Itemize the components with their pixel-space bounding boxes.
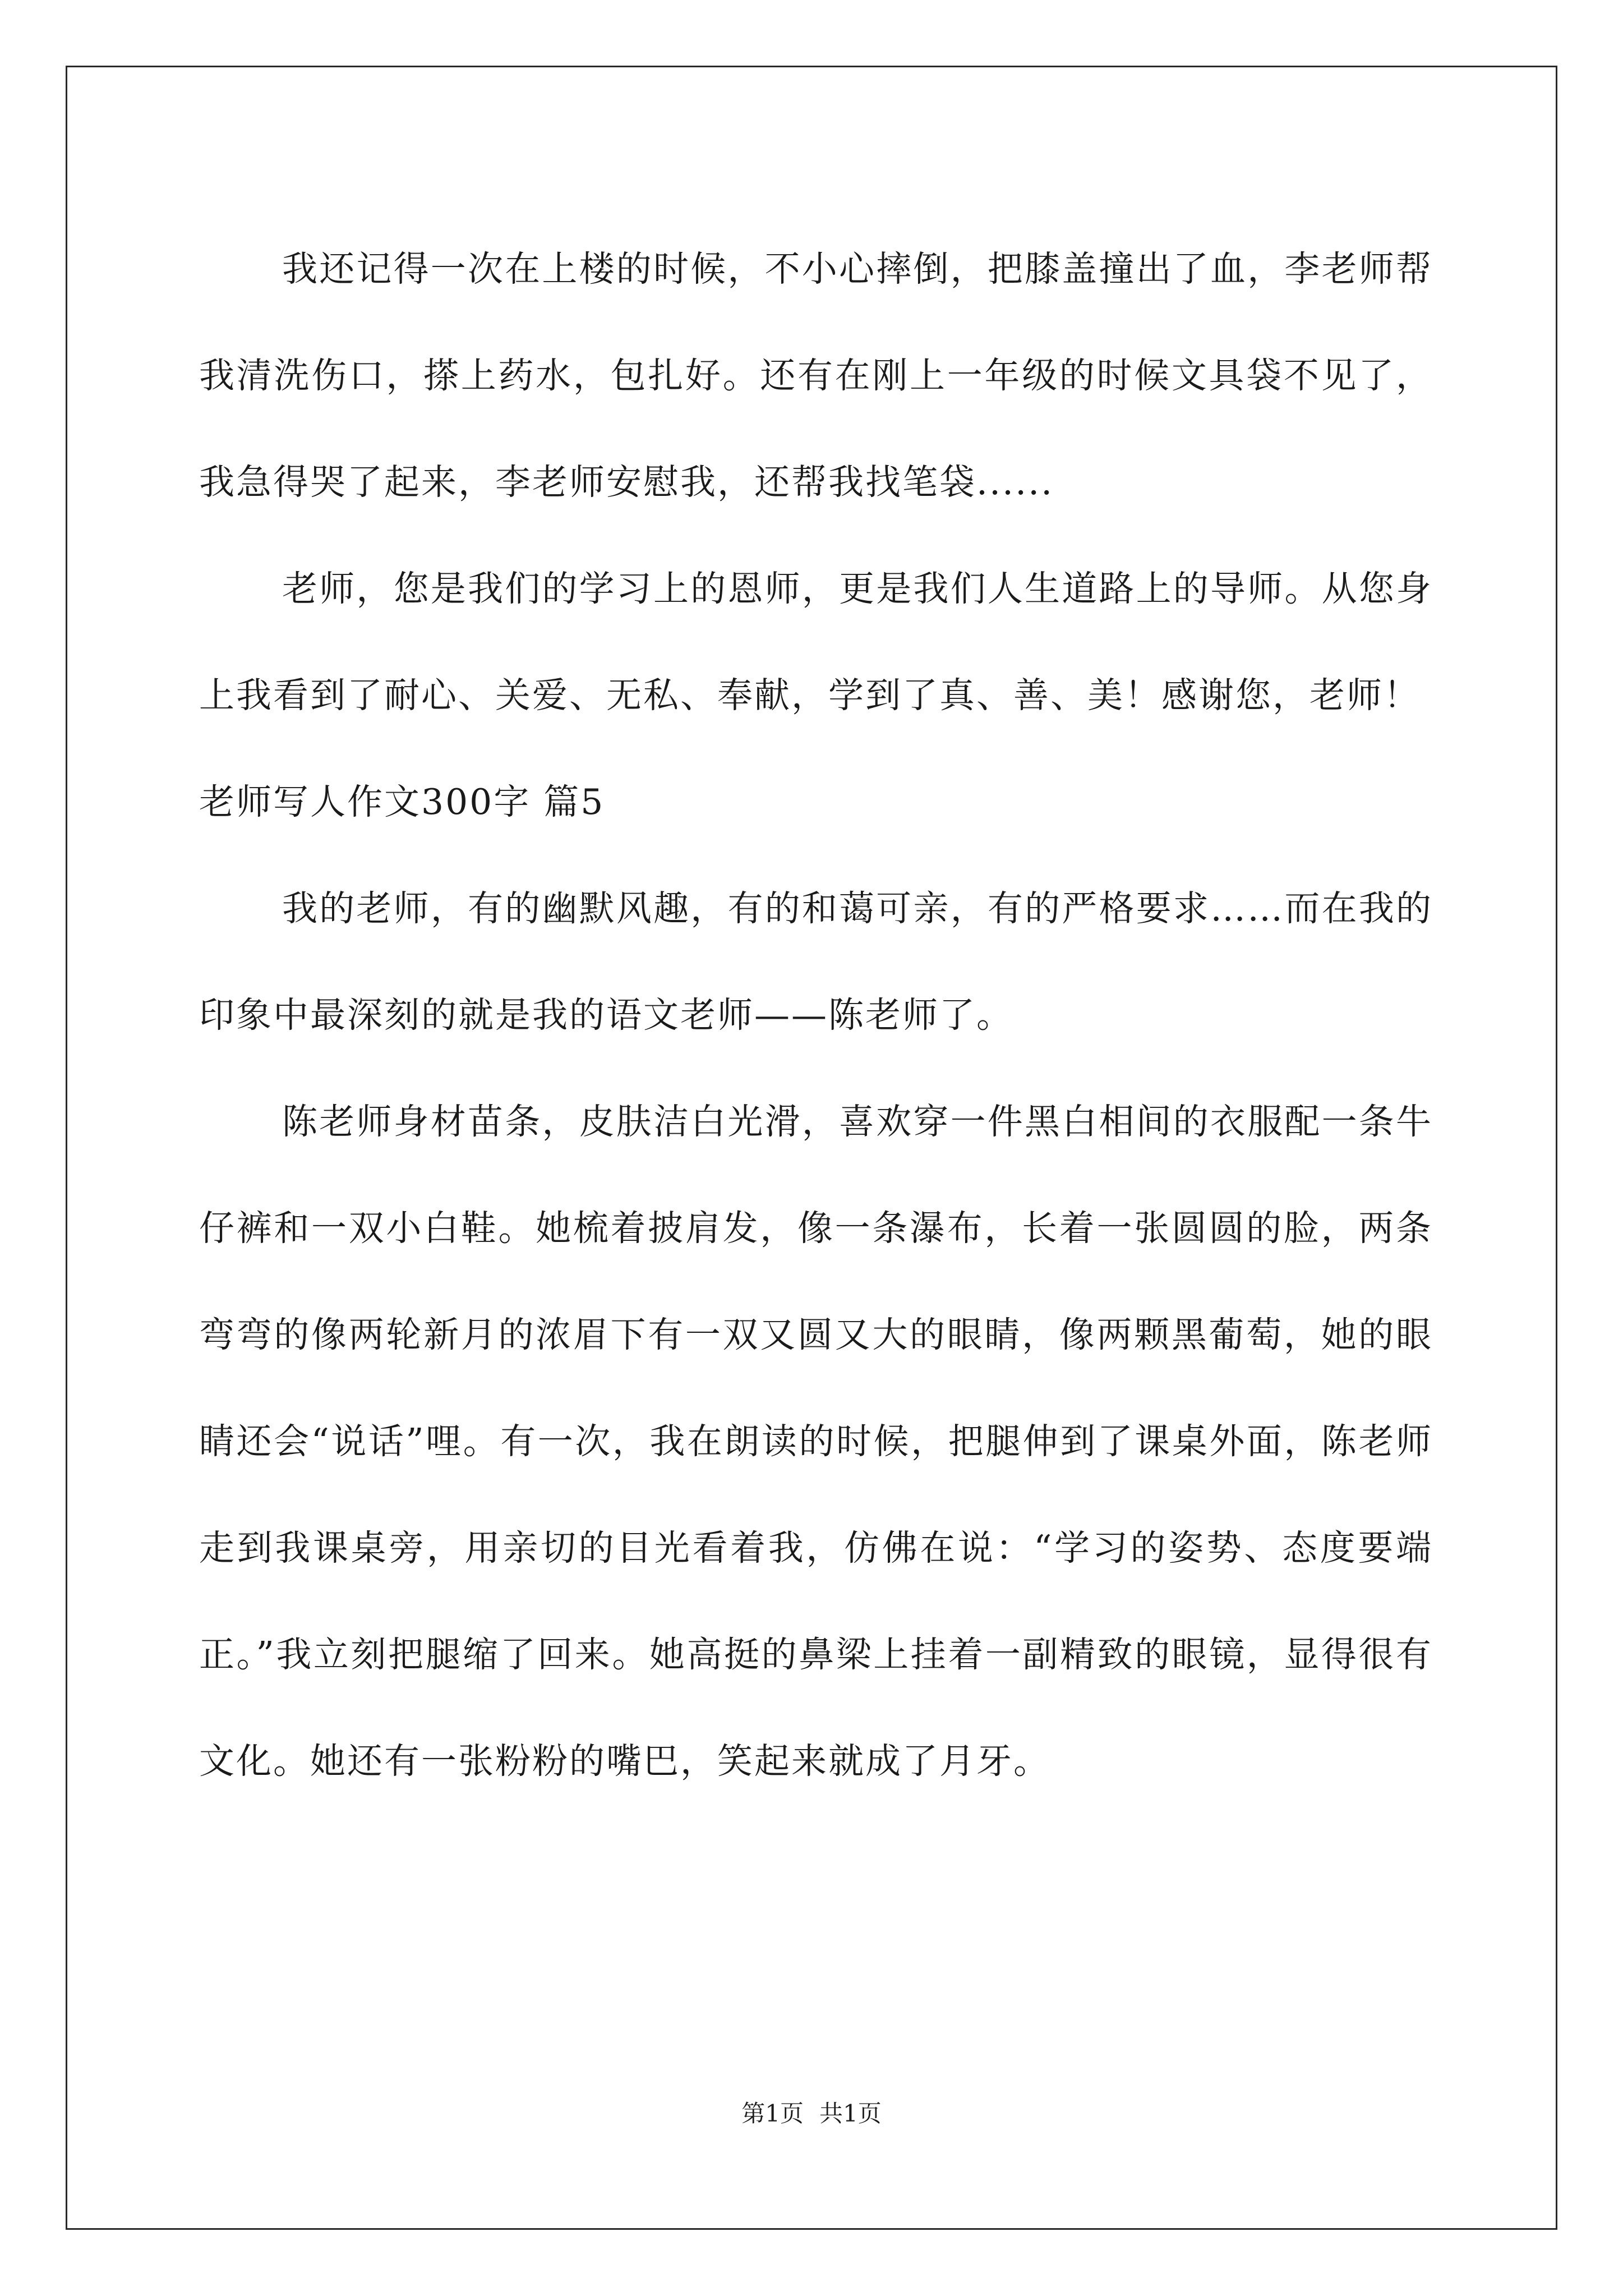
page-footer	[0, 2095, 1623, 2129]
document-body	[199, 216, 1433, 1815]
paragraph: 老师，您是我们的学习上的恩师，更是我们人生道路上的导师。从您身上我看到了耐心、关爱、无私、奉献，学到了真、善、美！感谢您，老师！	[199, 568, 1433, 716]
paragraph: 我的老师，有的幽默风趣，有的和蔼可亲，有的严格要求……而在我的印象中最深刻的就是我的语文老师——陈老师了。	[199, 888, 1433, 1036]
paragraph: 陈老师身材苗条，皮肤洁白光滑，喜欢穿一件黑白相间的衣服配一条牛仔裤和一双小白鞋。她梳着披肩发，像一条瀑布，长着一张圆圆的脸，两条弯弯的像两轮新月的浓眉下有一双又圆又大的眼睛，像两颗黑葡萄，她的眼睛还会“说话”哩。有一次，我在朗读的时候，把腿伸到了课桌外面，陈老师走到我课桌旁，用亲切的目光看着我，仿佛在说：“学习的姿势、态度要端正。”我立刻把腿缩了回来。她高挺的鼻梁上挂着一副精致的眼镜，显得很有文化。她还有一张粉粉的嘴巴，笑起来就成了月牙。	[199, 1101, 1433, 1782]
page-total: 共1页	[819, 2100, 882, 2127]
page-number: 第1页	[741, 2100, 804, 2127]
paragraph: 我还记得一次在上楼的时候，不小心摔倒，把膝盖撞出了血，李老师帮我清洗伤口，搽上药水，包扎好。还有在刚上一年级的时候文具袋不见了，我急得哭了起来，李老师安慰我，还帮我找笔袋......	[199, 249, 1433, 503]
section-heading: 老师写人作文300字 篇5	[199, 781, 605, 822]
